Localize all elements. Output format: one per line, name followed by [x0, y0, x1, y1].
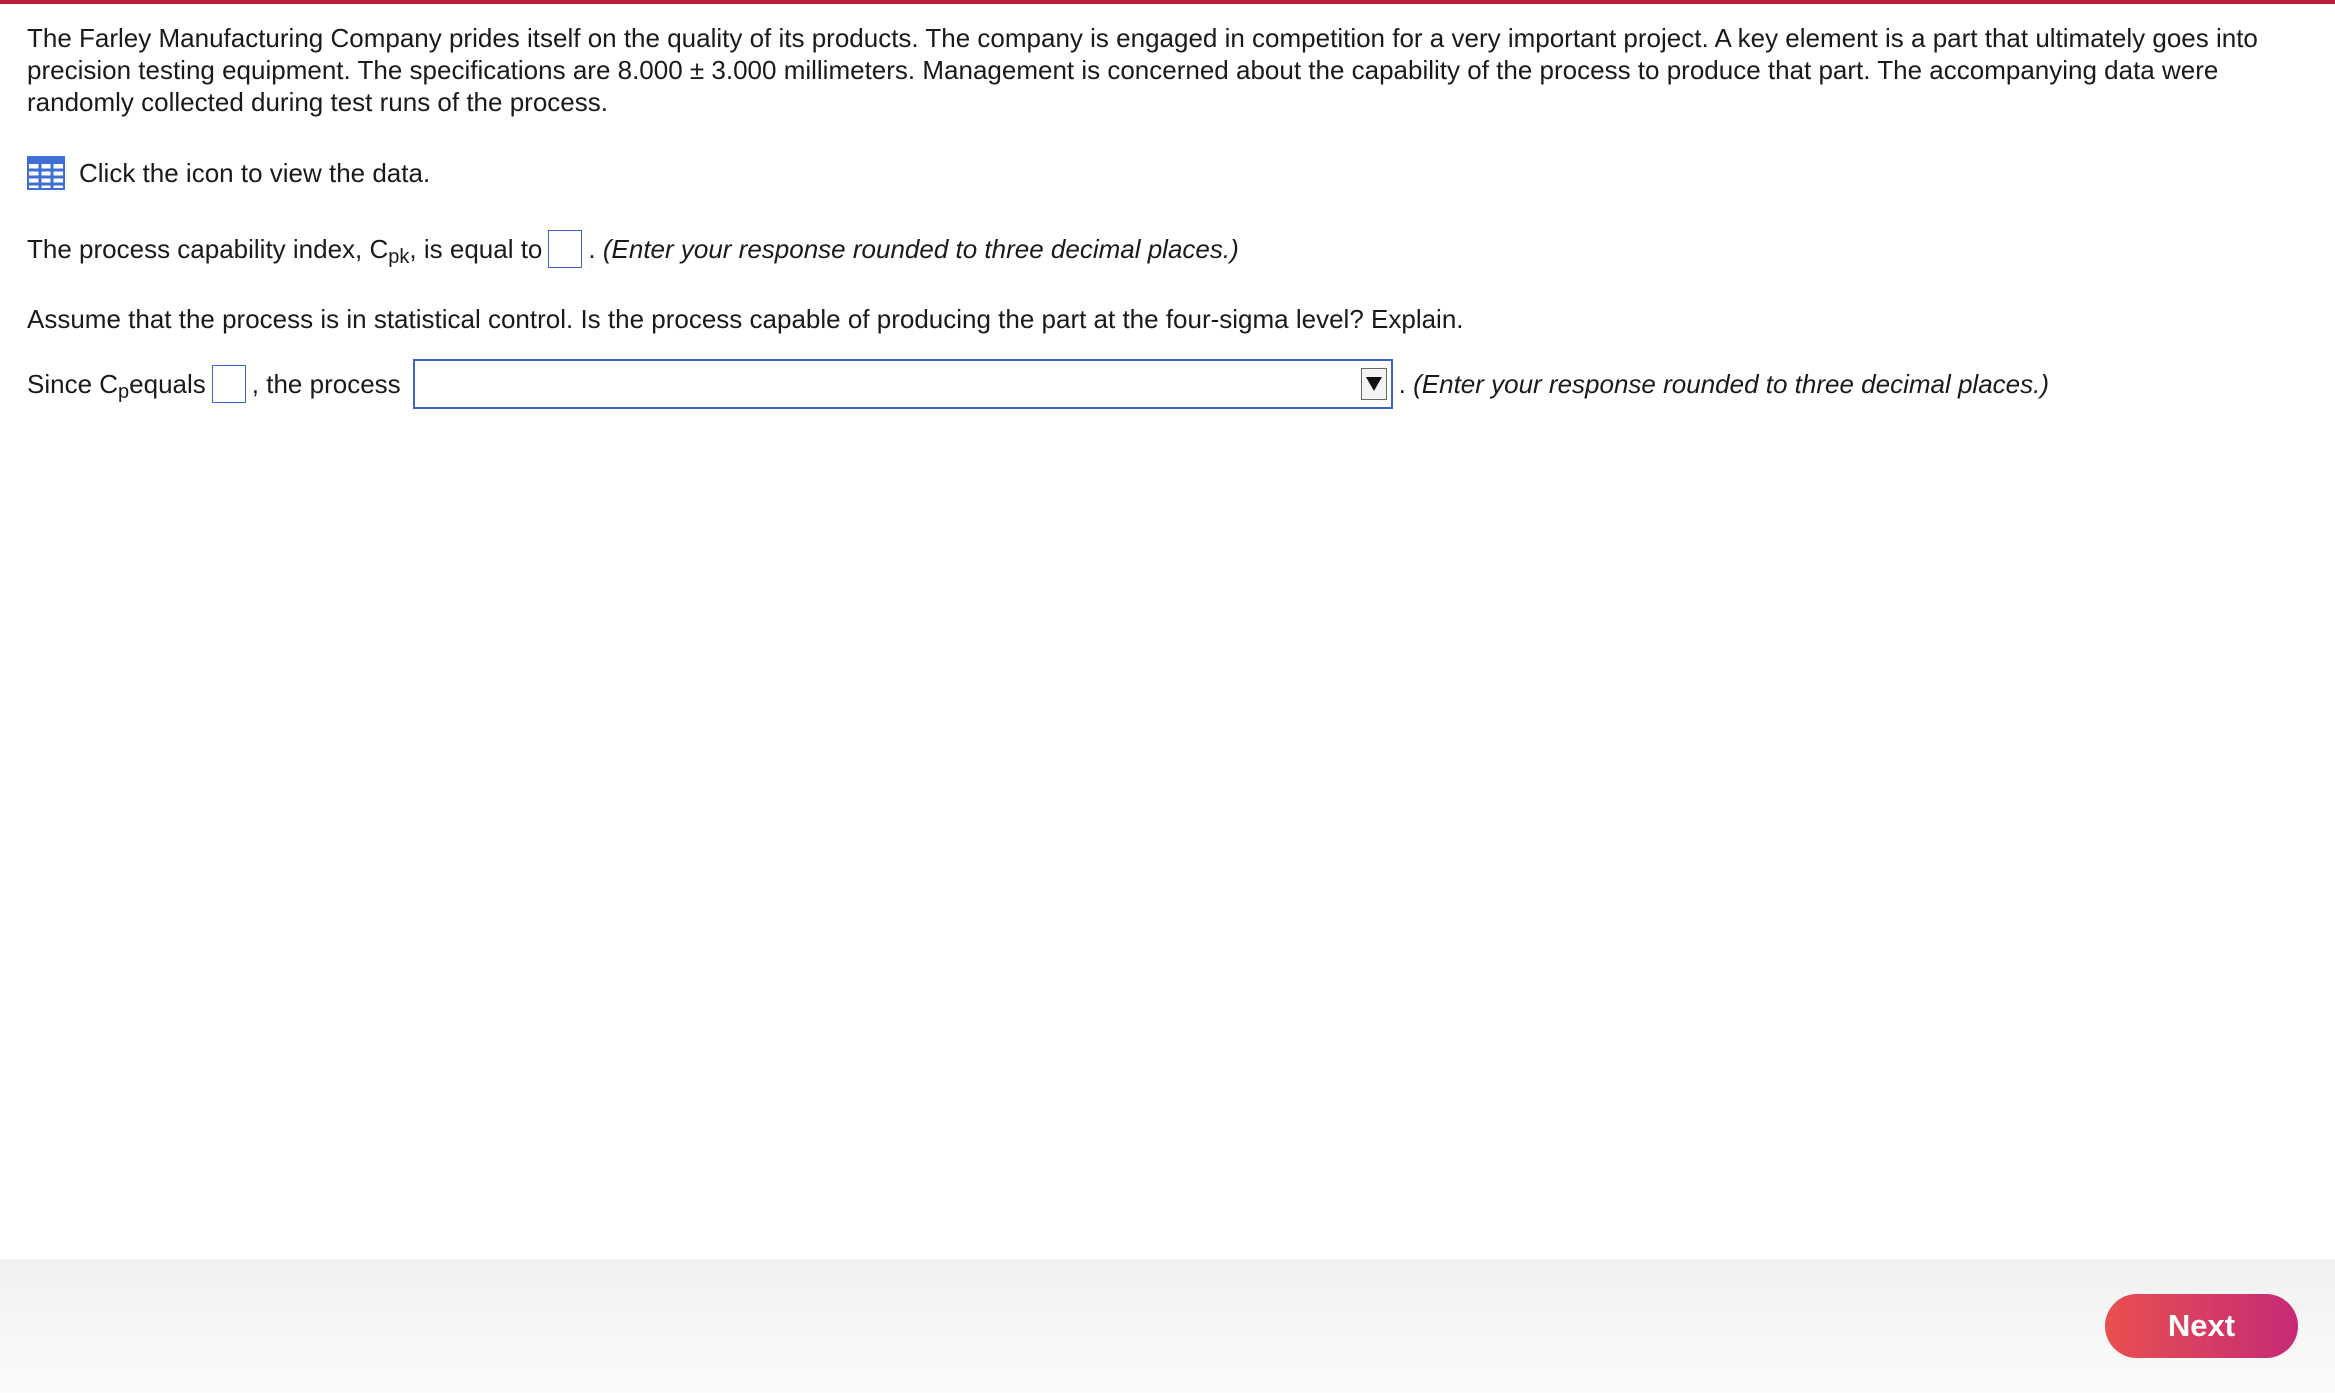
footer-bar: [0, 1259, 2335, 1393]
problem-intro: The Farley Manufacturing Company prides itself on the quality of its products. The company is engaged in competition for a very important project. A key element is a part that ultimately goes into precision testing equipment. The specifications are 8.000 ± 3.000 millimeters. Management is concerned about the capability of the process to produce that part. The accompanying data were randomly collected during test runs of the process.: [27, 23, 2258, 117]
cp-period: .: [1398, 369, 1414, 399]
cp-hint: (Enter your response rounded to three decimal places.): [1413, 369, 2050, 399]
cp-subscript: p: [118, 381, 130, 403]
cp-prompt-suffix: , the process: [251, 369, 401, 399]
cp-question: [27, 364, 2049, 404]
cpk-answer-input[interactable]: [548, 230, 582, 268]
cpk-subscript: pk: [388, 246, 410, 268]
cp-prompt-text: Since C: [27, 369, 119, 399]
cp-answer-input[interactable]: [212, 365, 246, 403]
cpk-question: [27, 229, 1239, 269]
next-button[interactable]: Next: [2105, 1294, 2298, 1358]
question-content: [27, 22, 2297, 403]
cpk-hint: (Enter your response rounded to three decimal places.): [602, 234, 1239, 264]
cpk-period: .: [588, 234, 603, 264]
cp-prompt-equals: equals: [129, 369, 206, 399]
cpk-prompt-text: The process capability index, C: [27, 234, 389, 264]
triangle-down-icon[interactable]: [1361, 368, 1387, 400]
top-accent-rule: [0, 0, 2335, 4]
four-sigma-question: [27, 299, 1464, 339]
table-grid-icon[interactable]: [27, 156, 65, 190]
process-capability-dropdown[interactable]: [413, 359, 1393, 409]
view-data-link[interactable]: [27, 155, 430, 191]
four-sigma-text: Assume that the process is in statistical control. Is the process capable of producing the part at the four-sigma level? Explain.: [27, 304, 1464, 334]
cpk-prompt-suffix: , is equal to: [409, 234, 543, 264]
view-data-label[interactable]: Click the icon to view the data.: [79, 158, 431, 188]
